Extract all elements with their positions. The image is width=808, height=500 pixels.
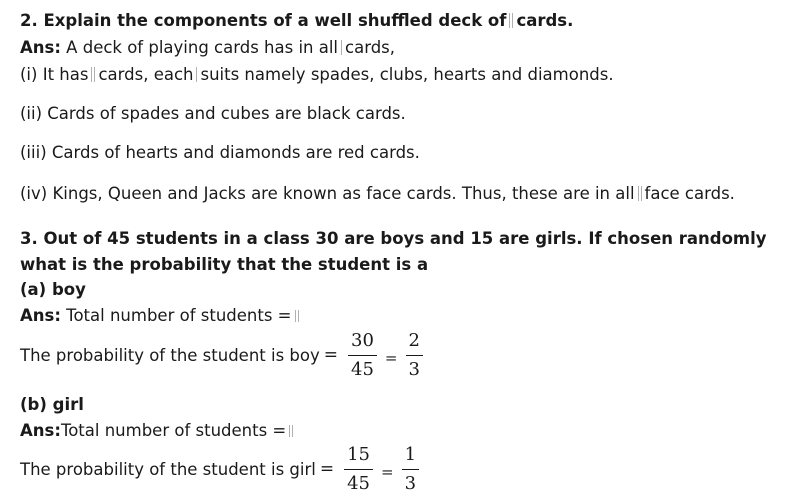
point-iv [20,184,735,204]
point-iv-text-end: face cards. [644,184,735,203]
point-i-text-mid: cards, each [98,65,194,84]
numerator: 30 [348,330,377,356]
missing-number-glyph [341,40,342,55]
answer-text: A deck of playing cards has in all [60,38,339,57]
question-2-title-end: cards. [516,11,574,30]
part-b-answer [20,421,296,441]
missing-number-glyph [509,13,513,28]
answer-label: Ans: [20,38,61,57]
equals-sign: = [381,463,394,481]
answer-text: Total number of students = [60,421,287,440]
missing-number-glyph [638,186,642,201]
part-b-probability [20,443,425,495]
fraction-2-3 [406,330,423,381]
equals-sign: = [319,459,335,479]
fraction-30-45 [348,330,377,381]
denominator: 3 [404,472,417,494]
fraction-15-45 [344,444,373,495]
fraction-1-3 [402,444,419,495]
point-iii: (iii) Cards of hearts and diamonds are red cards. [20,143,420,162]
missing-number-glyph [289,425,293,437]
equals-sign: = [323,345,339,365]
point-ii: (ii) Cards of spades and cubes are black cards. [20,104,406,123]
numerator: 15 [344,444,373,470]
denominator: 45 [347,472,371,494]
point-iv-text: (iv) Kings, Queen and Jacks are known as face cards. Thus, these are in all [20,184,635,203]
question-2-title-text: 2. Explain the components of a well shuffled deck of [20,11,507,30]
missing-number-glyph [196,67,197,82]
question-3-title: 3. Out of 45 students in a class 30 are boys and 15 are girls. If chosen randomly what is the probability that the student is a [20,229,767,274]
part-b-label: (b) girl [20,395,84,414]
part-a-label: (a) boy [20,280,86,299]
document-page [20,0,800,500]
answer-text-end: cards, [345,38,396,57]
denominator: 3 [408,358,420,380]
point-i-text: (i) It has [20,65,89,84]
answer-label: Ans: [20,421,61,440]
point-i [20,65,614,85]
numerator: 2 [406,330,423,356]
answer-text: Total number of students = [60,306,292,325]
question-2-title [20,11,573,31]
missing-number-glyph [295,310,299,322]
part-a-probability [20,329,429,381]
answer-label: Ans: [20,306,61,325]
denominator: 45 [351,358,374,380]
missing-number-glyph [91,67,95,82]
point-i-text-end: suits namely spades, clubs, hearts and diamonds. [200,65,614,84]
question-2-answer [20,38,395,58]
probability-text: The probability of the student is boy [20,345,320,365]
equals-sign: = [384,349,398,367]
numerator: 1 [402,444,419,470]
probability-text: The probability of the student is girl [20,459,316,479]
part-a-answer [20,306,302,326]
